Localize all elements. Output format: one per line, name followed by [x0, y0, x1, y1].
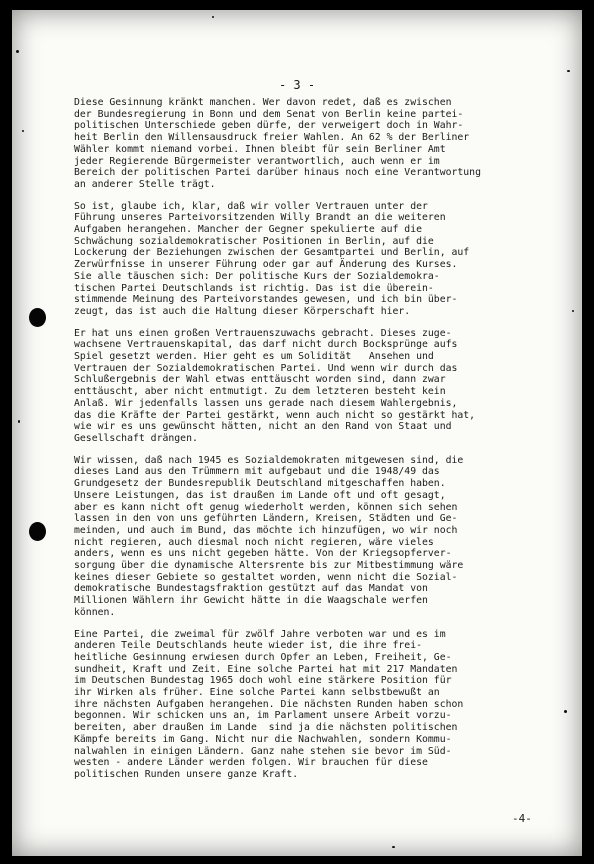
scan-speck [16, 50, 19, 53]
scan-speck [567, 70, 570, 72]
scan-speck [22, 130, 24, 132]
paragraph: Eine Partei, die zweimal für zwölf Jahre verboten war und es im anderen Teile Deutschlands heute wieder ist, die ihre frei- heitliche Gesinnung erwiesen durch Opfer an Leben, Freiheit, Ge- sundheit, Kraft und Zeit. Eine solche Partei hat mit 217 Mandaten im Deutschen Bundestag 1965 doch wohl eine stärkere Position für ihr Wirken als früher. Eine solche Partei kann selbstbewußt an ihre nächsten Aufgaben herangehen. Die nächsten Runden haben schon begonnen. Wir schicken uns an, im Parlament unsere Arbeit vorzu- bereiten, aber draußen im Lande sind ja die nächsten politischen Kämpfe bereits im Gang. Nicht nur die Nachwahlen, sondern Kommu- nalwahlen in einigen Ländern. Ganz nahe stehen sie bevor im Süd- westen - andere Länder werden folgen. Wir brauchen für diese politischen Runden unsere ganze Kraft. [74, 628, 464, 780]
page-number: - 3 - [278, 78, 316, 92]
page-continuation-mark: -4- [512, 812, 532, 825]
paragraph: So ist, glaube ich, klar, daß wir voller Vertrauen unter der Führung unseres Parteivorsitzenden Willy Brandt an die weiteren Aufgaben herangehen. Mancher der Gegner spekulierte auf die Schwächung sozialdemokratischer Positionen in Berlin, auf die Lockerung der Beziehungen zwischen der Gesamtpartei und Berlin, auf Zerwürfnisse in unserer Führung oder gar auf Änderung des Kurses. Sie alle täuschen sich: Der politische Kurs der Sozialdemokra- tischen Partei Deutschlands ist richtig. Das ist die überein- stimmende Meinung des Parteivorstandes gewesen, und ich bin über- zeugt, das ist auch die Haltung dieser Körperschaft hier. [74, 200, 470, 317]
document-body [74, 97, 574, 791]
scan-speck [392, 846, 395, 848]
scan-speck [18, 420, 20, 423]
punch-hole [29, 308, 46, 327]
paragraph: Wir wissen, daß nach 1945 es Sozialdemokraten mitgewesen sind, die dieses Land aus den Trümmern mit aufgebaut und die 1948/49 das Grundgesetz der Bundesrepublik Deutschland mitgeschaffen haben. Unsere Leistungen, das ist draußen im Lande oft und oft gesagt, aber es kann nicht oft genug wiederholt werden, können sich sehen lassen in den von uns geführten Ländern, Kreisen, Städten und Ge- meinden, und auch im Bund, das möchte ich hinzufügen, wo wir noch nicht regieren, auch diesmal noch nicht regieren, wäre vieles anders, wenn es uns nicht gegeben hätte. Von der Kriegsopferver- sorgung über die dynamische Altersrente bis zur Mitbestimmung wäre keines dieser Gebiete so gestaltet worden, wenn nicht die Sozial- demokratische Bundestagsfraktion gestützt auf das Mandat von Millionen Wählern ihr Gewicht hätte in die Waagschale werfen können. [74, 454, 464, 618]
paragraph: Diese Gesinnung kränkt manchen. Wer davon redet, daß es zwischen der Bundesregierung in Bonn und dem Senat von Berlin keine partei- politischen Unterschiede geben dürfe, der verweigert doch in Wahr- heit Berlin den Willensausdruck freier Wahlen. An 62 % der Berliner Wähler kommt niemand vorbei. Ihnen bleibt für sein Berliner Amt jeder Regierende Bürgermeister verantwortlich, auch wenn er im Bereich der politischen Partei darüber hinaus noch eine Verantwortung an anderer Stelle trägt. [74, 97, 481, 190]
punch-hole [29, 522, 46, 541]
scan-speck [212, 16, 214, 18]
paragraph: Er hat uns einen großen Vertrauenszuwachs gebracht. Dieses zuge- wachsene Vertrauenskapital, das darf nicht durch Bocksprünge aufs Spiel gesetzt werden. Hier geht es um Solidität Ansehen und Vertrauen der Sozialdemokratischen Partei. Und wenn wir durch das Schlußergebnis der Wahl etwas enttäuscht worden sind, dann zwar enttäuscht, aber nicht entmutigt. Zu dem letzteren besteht kein Anlaß. Wir jedenfalls lassen uns gerade nach diesem Wahlergebnis, das die Kräfte der Partei gestärkt, wenn auch nicht so gestärkt hat, wie wir es uns gewünscht hätten, nicht an den Rand von Staat und Gesellschaft drängen. [74, 327, 476, 444]
